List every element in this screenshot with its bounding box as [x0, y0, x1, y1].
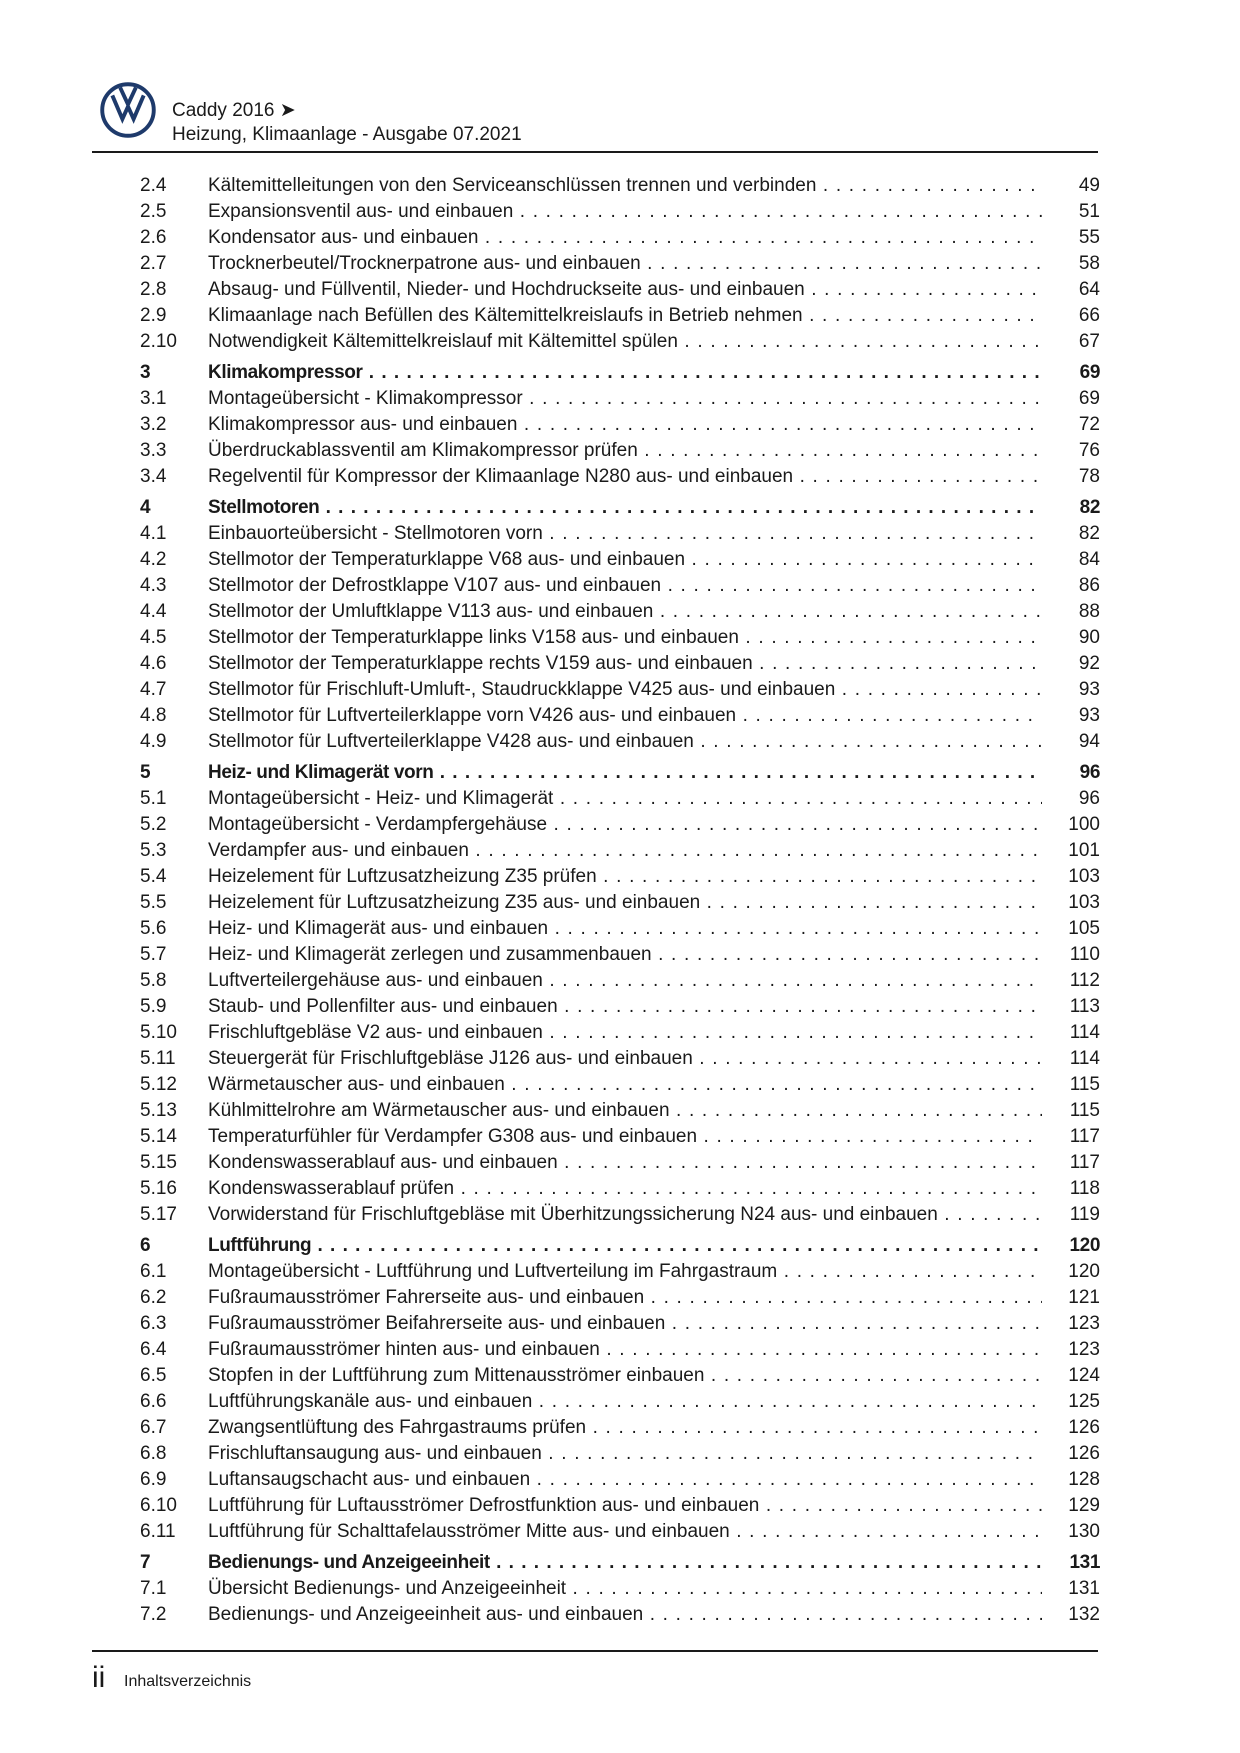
toc-entry-page[interactable]: 123: [1068, 1313, 1100, 1334]
toc-entry-row[interactable]: [140, 386, 1100, 412]
toc-entry-page[interactable]: 119: [1069, 1204, 1100, 1225]
toc-entry-page[interactable]: 100: [1068, 814, 1100, 835]
toc-entry-page[interactable]: 126: [1068, 1417, 1100, 1438]
toc-entry-page[interactable]: 92: [1078, 653, 1100, 674]
footer-page-number: ii: [92, 1661, 106, 1694]
toc-entry-number: 2.6: [140, 227, 167, 248]
toc-entry-page[interactable]: 93: [1078, 705, 1100, 726]
toc-entry-row[interactable]: [140, 1046, 1100, 1072]
toc-entry-row[interactable]: [140, 438, 1100, 464]
toc-entry-number: 7: [140, 1552, 151, 1573]
toc-entry-title[interactable]: Heiz- und Klimagerät zerlegen und zusammenbauen . . .: [208, 942, 1042, 968]
toc-entry-number: 5.6: [140, 918, 167, 939]
toc-entry-page[interactable]: 126: [1068, 1443, 1100, 1464]
toc-entry-page[interactable]: 67: [1078, 331, 1100, 352]
toc-entry-title[interactable]: Übersicht Bedienungs- und Anzeigeeinheit . . .: [208, 1576, 1042, 1602]
toc-entry-page[interactable]: 103: [1068, 892, 1100, 913]
toc-entry-row[interactable]: [140, 625, 1100, 651]
toc-entry-number: 5.3: [140, 840, 167, 861]
footer-divider: [92, 1650, 1098, 1652]
toc-entry-number: 6.5: [140, 1365, 167, 1386]
toc-entry-page[interactable]: 78: [1078, 466, 1100, 487]
toc-entry-number: 6.6: [140, 1391, 167, 1412]
toc-entry-number: 5.4: [140, 866, 167, 887]
toc-entry-row[interactable]: [140, 1072, 1100, 1098]
toc-entry-number: 4.5: [140, 627, 167, 648]
toc-entry-title[interactable]: Stellmotor für Luftverteilerklappe V428 aus- und einbauen . . .: [208, 729, 1042, 755]
toc-entry-number: 2.9: [140, 305, 167, 326]
toc-entry-row[interactable]: [140, 1363, 1100, 1389]
toc-entry-page[interactable]: 105: [1068, 918, 1100, 939]
toc-entry-title[interactable]: Stellmotoren . . .: [208, 495, 1042, 521]
toc-entry-number: 4: [140, 497, 151, 518]
toc-entry-number: 7.2: [140, 1604, 167, 1625]
toc-entry-title[interactable]: Notwendigkeit Kältemittelkreislauf mit Kältemittel spülen . . .: [208, 329, 1042, 355]
toc-entry-page[interactable]: 55: [1078, 227, 1100, 248]
toc-entry-number: 5.7: [140, 944, 167, 965]
toc-entry-page[interactable]: 58: [1078, 253, 1100, 274]
toc-entry-title[interactable]: Stellmotor der Defrostklappe V107 aus- und einbauen . . .: [208, 573, 1042, 599]
toc-entry-number: 5: [140, 762, 151, 783]
toc-entry-title[interactable]: Luftverteilergehäuse aus- und einbauen . . .: [208, 968, 1042, 994]
toc-entry-page[interactable]: 84: [1078, 549, 1100, 570]
toc-entry-page[interactable]: 125: [1068, 1391, 1100, 1412]
toc-entry-number: 2.4: [140, 175, 167, 196]
toc-entry-row[interactable]: [140, 994, 1100, 1020]
toc-entry-number: 4.3: [140, 575, 167, 596]
toc-entry-number: 5.14: [140, 1126, 177, 1147]
toc-entry-number: 4.4: [140, 601, 167, 622]
toc-entry-title[interactable]: Heizelement für Luftzusatzheizung Z35 prüfen . . .: [208, 864, 1042, 890]
toc-entry-row[interactable]: [140, 521, 1100, 547]
toc-entry-number: 4.7: [140, 679, 167, 700]
toc-section-row[interactable]: [140, 1550, 1100, 1576]
toc-entry-title[interactable]: Steuergerät für Frischluftgebläse J126 aus- und einbauen . . .: [208, 1046, 1042, 1072]
toc-entry-row[interactable]: [140, 1415, 1100, 1441]
toc-entry-number: 4.8: [140, 705, 167, 726]
toc-entry-number: 5.8: [140, 970, 167, 991]
toc-entry-title[interactable]: Stellmotor der Temperaturklappe rechts V159 aus- und einbauen . . .: [208, 651, 1042, 677]
toc-entry-number: 4.6: [140, 653, 167, 674]
toc-entry-page[interactable]: 118: [1069, 1178, 1100, 1199]
toc-entry-page[interactable]: 130: [1068, 1521, 1100, 1542]
toc-entry-title[interactable]: Stellmotor der Temperaturklappe V68 aus- und einbauen . . .: [208, 547, 1042, 573]
toc-entry-page[interactable]: 72: [1078, 414, 1100, 435]
toc-entry-number: 5.10: [140, 1022, 177, 1043]
toc-entry-number: 2.10: [140, 331, 177, 352]
toc-entry-page[interactable]: 114: [1069, 1022, 1100, 1043]
toc-entry-number: 4.2: [140, 549, 167, 570]
toc-entry-page[interactable]: 113: [1069, 996, 1100, 1017]
toc-entry-number: 3.3: [140, 440, 167, 461]
toc-entry-title[interactable]: Trocknerbeutel/Trocknerpatrone aus- und einbauen . . .: [208, 251, 1042, 277]
toc-entry-number: 6.11: [140, 1521, 176, 1542]
toc-entry-row[interactable]: [140, 1098, 1100, 1124]
toc-entry-number: 6.7: [140, 1417, 167, 1438]
toc-entry-row[interactable]: [140, 1519, 1100, 1545]
toc-entry-row[interactable]: [140, 1020, 1100, 1046]
toc-entry-row[interactable]: [140, 677, 1100, 703]
toc-entry-title[interactable]: Bedienungs- und Anzeigeeinheit aus- und einbauen . . .: [208, 1602, 1042, 1628]
toc-entry-title[interactable]: Montageübersicht - Heiz- und Klimagerät . . .: [208, 786, 1042, 812]
toc-entry-title[interactable]: Luftführung für Luftausströmer Defrostfunktion aus- und einbauen . . .: [208, 1493, 1042, 1519]
footer-section-label: Inhaltsverzeichnis: [124, 1673, 252, 1690]
toc-entry-page[interactable]: 82: [1079, 497, 1100, 518]
toc-entry-number: 4.9: [140, 731, 167, 752]
toc-entry-title[interactable]: Stellmotor der Temperaturklappe links V158 aus- und einbauen . . .: [208, 625, 1042, 651]
header-subtitle: Heizung, Klimaanlage - Ausgabe 07.2021: [172, 124, 522, 145]
toc-entry-number: 2.7: [140, 253, 167, 274]
toc-entry-number: 3: [140, 362, 151, 383]
toc-entry-page[interactable]: 69: [1078, 388, 1100, 409]
toc-entry-page[interactable]: 131: [1069, 1552, 1100, 1573]
toc-entry-row[interactable]: [140, 786, 1100, 812]
toc-entry-page[interactable]: 117: [1069, 1152, 1100, 1173]
toc-entry-page[interactable]: 128: [1068, 1469, 1100, 1490]
toc-entry-number: 5.12: [140, 1074, 177, 1095]
toc-entry-title[interactable]: Kondensator aus- und einbauen . . .: [208, 225, 1042, 251]
toc-entry-title[interactable]: Stellmotor der Umluftklappe V113 aus- und einbauen . . .: [208, 599, 1042, 625]
toc-entry-page[interactable]: 120: [1068, 1261, 1100, 1282]
toc-entry-title[interactable]: Heiz- und Klimagerät vorn . . .: [208, 760, 1042, 786]
header-divider: [92, 151, 1098, 153]
toc-entry-page[interactable]: 86: [1078, 575, 1100, 596]
toc-entry-title[interactable]: Kondenswasserablauf prüfen . . .: [208, 1176, 1042, 1202]
toc-entry-title[interactable]: Stopfen in der Luftführung zum Mittenausströmer einbauen . . .: [208, 1363, 1042, 1389]
toc-entry-number: 4.1: [140, 523, 167, 544]
toc-entry-row[interactable]: [140, 303, 1100, 329]
toc-entry-row[interactable]: [140, 1176, 1100, 1202]
toc-entry-row[interactable]: [140, 864, 1100, 890]
vw-logo-icon: [100, 82, 156, 138]
toc-section-row[interactable]: [140, 760, 1100, 786]
toc-entry-number: 6.3: [140, 1313, 167, 1334]
toc-entry-row[interactable]: [140, 573, 1100, 599]
toc-entry-row[interactable]: [140, 1602, 1100, 1628]
toc-entry-number: 6.4: [140, 1339, 167, 1360]
toc-entry-row[interactable]: [140, 1576, 1100, 1602]
toc-entry-title[interactable]: Luftführung . . .: [208, 1233, 1042, 1259]
toc-entry-number: 2.8: [140, 279, 167, 300]
toc-entry-number: 5.17: [140, 1204, 177, 1225]
toc-entry-row[interactable]: [140, 173, 1100, 199]
toc-entry-page[interactable]: 49: [1078, 175, 1100, 196]
toc-entry-title[interactable]: Staub- und Pollenfilter aus- und einbauen . . .: [208, 994, 1042, 1020]
toc-entry-title[interactable]: Temperaturfühler für Verdampfer G308 aus- und einbauen . . .: [208, 1124, 1042, 1150]
toc-entry-page[interactable]: 94: [1078, 731, 1100, 752]
toc-entry-title[interactable]: Fußraumausströmer hinten aus- und einbauen . . .: [208, 1337, 1042, 1363]
toc-entry-row[interactable]: [140, 651, 1100, 677]
toc-entry-page[interactable]: 64: [1078, 279, 1100, 300]
toc-entry-title[interactable]: Fußraumausströmer Fahrerseite aus- und einbauen . . .: [208, 1285, 1042, 1311]
toc-entry-row[interactable]: [140, 729, 1100, 755]
header-model-line: Caddy 2016 ➤: [172, 100, 296, 121]
toc-entry-title[interactable]: Luftführungskanäle aus- und einbauen . . .: [208, 1389, 1042, 1415]
toc-entry-page[interactable]: 124: [1068, 1365, 1100, 1386]
toc-entry-page[interactable]: 93: [1078, 679, 1100, 700]
toc-entry-row[interactable]: [140, 838, 1100, 864]
toc-entry-title[interactable]: Montageübersicht - Verdampfergehäuse . . .: [208, 812, 1042, 838]
toc-entry-row[interactable]: [140, 1389, 1100, 1415]
toc-entry-number: 5.15: [140, 1152, 177, 1173]
toc-entry-row[interactable]: [140, 464, 1100, 490]
toc-entry-row[interactable]: [140, 703, 1100, 729]
toc-entry-page[interactable]: 82: [1078, 523, 1100, 544]
toc-entry-page[interactable]: 120: [1069, 1235, 1100, 1256]
toc-entry-row[interactable]: [140, 942, 1100, 968]
toc-entry-page[interactable]: 115: [1069, 1100, 1100, 1121]
toc-entry-page[interactable]: 114: [1069, 1048, 1100, 1069]
toc-entry-row[interactable]: [140, 1259, 1100, 1285]
toc-entry-title[interactable]: Klimaanlage nach Befüllen des Kältemittelkreislaufs in Betrieb nehmen . . .: [208, 303, 1042, 329]
toc-entry-number: 5.1: [140, 788, 167, 809]
toc-entry-page[interactable]: 115: [1069, 1074, 1100, 1095]
toc-entry-title[interactable]: Stellmotor für Frischluft-Umluft-, Staudruckklappe V425 aus- und einbauen . . .: [208, 677, 1042, 703]
toc-entry-page[interactable]: 66: [1078, 305, 1100, 326]
toc-entry-number: 5.5: [140, 892, 167, 913]
toc-entry-number: 5.9: [140, 996, 167, 1017]
toc-entry-number: 5.11: [140, 1048, 176, 1069]
toc-entry-row[interactable]: [140, 1337, 1100, 1363]
toc-entry-row[interactable]: [140, 1285, 1100, 1311]
toc-entry-title[interactable]: Kondenswasserablauf aus- und einbauen . . .: [208, 1150, 1042, 1176]
toc-entry-row[interactable]: [140, 916, 1100, 942]
toc-entry-page[interactable]: 96: [1078, 788, 1100, 809]
toc-entry-row[interactable]: [140, 329, 1100, 355]
toc-entry-title[interactable]: Kühlmittelrohre am Wärmetauscher aus- und einbauen . . .: [208, 1098, 1042, 1124]
toc-entry-row[interactable]: [140, 1467, 1100, 1493]
toc-entry-row[interactable]: [140, 1493, 1100, 1519]
toc-entry-title[interactable]: Regelventil für Kompressor der Klimaanlage N280 aus- und einbauen . . .: [208, 464, 1042, 490]
toc-entry-number: 3.4: [140, 466, 167, 487]
toc-section-row[interactable]: [140, 1233, 1100, 1259]
toc-entry-title[interactable]: Heiz- und Klimagerät aus- und einbauen . . .: [208, 916, 1042, 942]
toc-entry-row[interactable]: [140, 599, 1100, 625]
toc-entry-title[interactable]: Wärmetauscher aus- und einbauen . . .: [208, 1072, 1042, 1098]
toc-entry-title[interactable]: Expansionsventil aus- und einbauen . . .: [208, 199, 1042, 225]
toc-entry-number: 6.2: [140, 1287, 167, 1308]
toc-entry-page[interactable]: 112: [1069, 970, 1100, 991]
toc-entry-row[interactable]: [140, 968, 1100, 994]
toc-entry-page[interactable]: 76: [1078, 440, 1100, 461]
toc-entry-title[interactable]: Zwangsentlüftung des Fahrgastraums prüfen . . .: [208, 1415, 1042, 1441]
toc-entry-title[interactable]: Kältemittelleitungen von den Serviceanschlüssen trennen und verbinden . . .: [208, 173, 1042, 199]
toc-entry-page[interactable]: 88: [1078, 601, 1100, 622]
toc-entry-title[interactable]: Luftführung für Schalttafelausströmer Mitte aus- und einbauen . . .: [208, 1519, 1042, 1545]
toc-entry-page[interactable]: 51: [1078, 201, 1100, 222]
toc-entry-number: 5.2: [140, 814, 167, 835]
document-header: [172, 99, 522, 147]
toc-entry-row[interactable]: [140, 1441, 1100, 1467]
toc-entry-title[interactable]: Fußraumausströmer Beifahrerseite aus- und einbauen . . .: [208, 1311, 1042, 1337]
toc-entry-row[interactable]: [140, 412, 1100, 438]
toc-entry-row[interactable]: [140, 890, 1100, 916]
toc-entry-title[interactable]: Verdampfer aus- und einbauen . . .: [208, 838, 1042, 864]
toc-entry-page[interactable]: 123: [1068, 1339, 1100, 1360]
toc-entry-row[interactable]: [140, 812, 1100, 838]
toc-entry-number: 3.1: [140, 388, 167, 409]
toc-entry-title[interactable]: Einbauorteübersicht - Stellmotoren vorn . . .: [208, 521, 1042, 547]
toc-entry-row[interactable]: [140, 1202, 1100, 1228]
toc-entry-number: 2.5: [140, 201, 167, 222]
toc-entry-title[interactable]: Klimakompressor aus- und einbauen . . .: [208, 412, 1042, 438]
toc-entry-number: 6.10: [140, 1495, 177, 1516]
toc-entry-number: 6.1: [140, 1261, 167, 1282]
toc-entry-row[interactable]: [140, 277, 1100, 303]
toc-entry-title[interactable]: Klimakompressor . . .: [208, 360, 1042, 386]
toc-entry-page[interactable]: 90: [1078, 627, 1100, 648]
toc-entry-title[interactable]: Frischluftgebläse V2 aus- und einbauen . . .: [208, 1020, 1042, 1046]
toc-entry-page[interactable]: 101: [1068, 840, 1100, 861]
toc-entry-title[interactable]: Überdruckablassventil am Klimakompressor prüfen . . .: [208, 438, 1042, 464]
toc-entry-title[interactable]: Heizelement für Luftzusatzheizung Z35 aus- und einbauen . . .: [208, 890, 1042, 916]
toc-entry-row[interactable]: [140, 225, 1100, 251]
toc-entry-page[interactable]: 96: [1079, 762, 1100, 783]
toc-entry-row[interactable]: [140, 251, 1100, 277]
toc-entry-number: 6.8: [140, 1443, 167, 1464]
toc-entry-page[interactable]: 132: [1068, 1604, 1100, 1625]
toc-entry-page[interactable]: 110: [1069, 944, 1100, 965]
toc-section-row[interactable]: [140, 495, 1100, 521]
toc-entry-title[interactable]: Luftansaugschacht aus- und einbauen . . .: [208, 1467, 1042, 1493]
toc-entry-page[interactable]: 117: [1069, 1126, 1100, 1147]
toc-section-row[interactable]: [140, 360, 1100, 386]
toc-entry-row[interactable]: [140, 1124, 1100, 1150]
toc-entry-page[interactable]: 131: [1068, 1578, 1100, 1599]
toc-entry-row[interactable]: [140, 547, 1100, 573]
toc-entry-page[interactable]: 103: [1068, 866, 1100, 887]
toc-entry-page[interactable]: 129: [1068, 1495, 1100, 1516]
toc-entry-page[interactable]: 69: [1079, 362, 1100, 383]
toc-entry-row[interactable]: [140, 1150, 1100, 1176]
table-of-contents: [140, 173, 1100, 1628]
toc-entry-title[interactable]: Vorwiderstand für Frischluftgebläse mit Überhitzungssicherung N24 aus- und einbauen . . .: [208, 1202, 1042, 1228]
toc-entry-title[interactable]: Frischluftansaugung aus- und einbauen . . .: [208, 1441, 1042, 1467]
toc-entry-page[interactable]: 121: [1068, 1287, 1100, 1308]
toc-entry-row[interactable]: [140, 1311, 1100, 1337]
toc-entry-row[interactable]: [140, 199, 1100, 225]
toc-entry-number: 5.16: [140, 1178, 177, 1199]
toc-entry-title[interactable]: Bedienungs- und Anzeigeeinheit . . .: [208, 1550, 1042, 1576]
toc-entry-title[interactable]: Absaug- und Füllventil, Nieder- und Hochdruckseite aus- und einbauen . . .: [208, 277, 1042, 303]
toc-entry-number: 5.13: [140, 1100, 177, 1121]
toc-entry-number: 6: [140, 1235, 151, 1256]
toc-entry-number: 7.1: [140, 1578, 167, 1599]
toc-entry-title[interactable]: Montageübersicht - Luftführung und Luftverteilung im Fahrgastraum . . .: [208, 1259, 1042, 1285]
toc-entry-number: 6.9: [140, 1469, 167, 1490]
toc-entry-title[interactable]: Montageübersicht - Klimakompressor . . .: [208, 386, 1042, 412]
toc-entry-title[interactable]: Stellmotor für Luftverteilerklappe vorn V426 aus- und einbauen . . .: [208, 703, 1042, 729]
toc-entry-number: 3.2: [140, 414, 167, 435]
